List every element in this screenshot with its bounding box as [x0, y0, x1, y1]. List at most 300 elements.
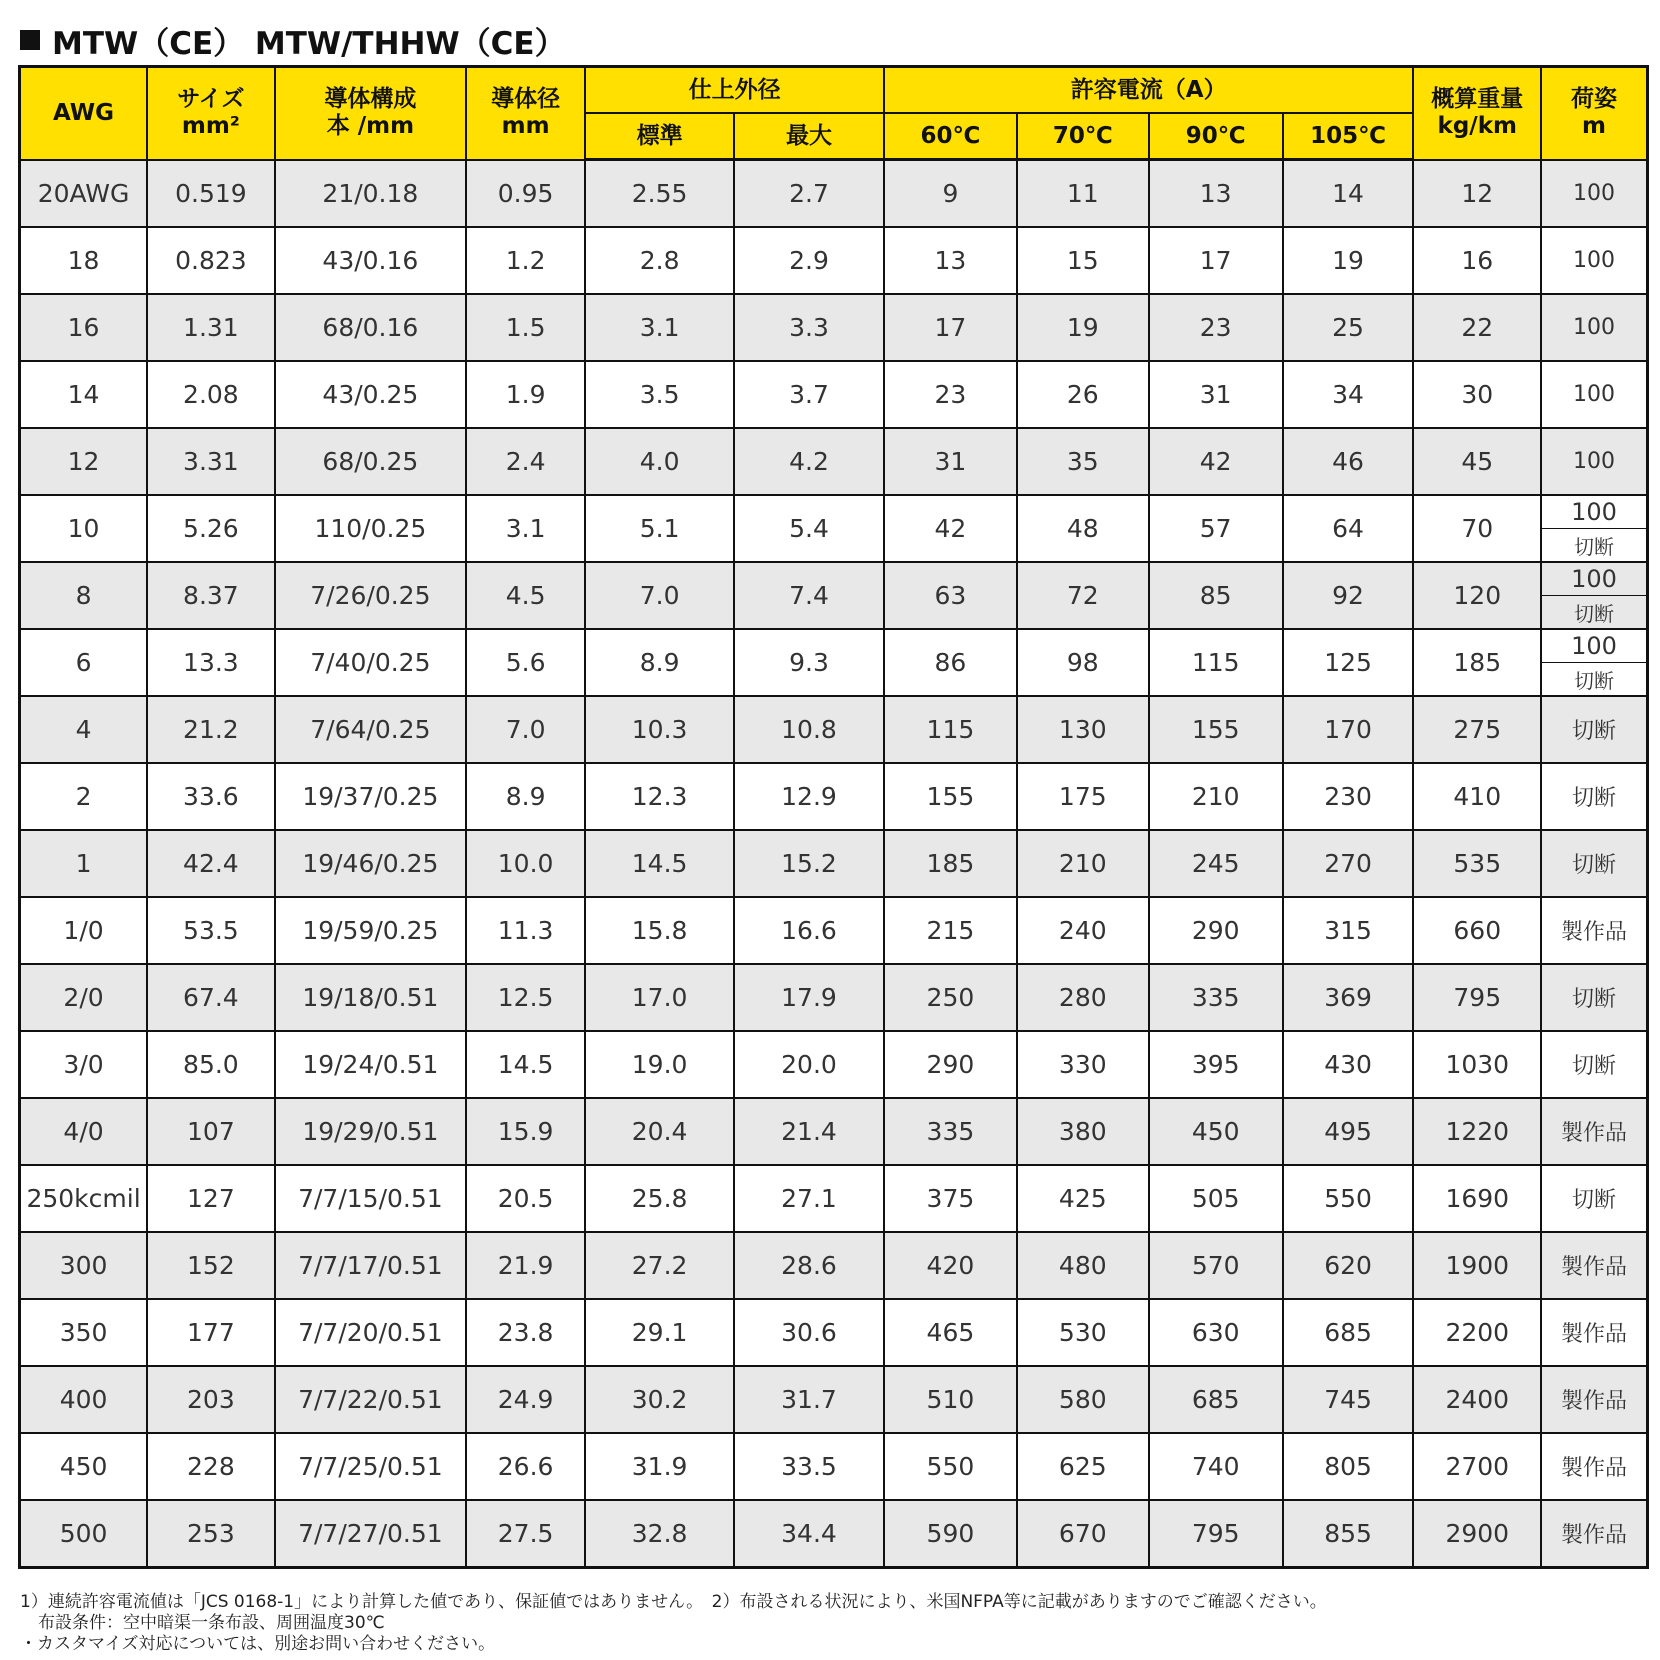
cell-dia: 1.2 — [466, 227, 585, 294]
cell-pack-length: 100 — [1542, 496, 1646, 529]
cell-std: 29.1 — [585, 1299, 734, 1366]
cell-pack: 製作品 — [1541, 1366, 1647, 1433]
cell-size: 2.08 — [147, 361, 275, 428]
cell-size: 3.31 — [147, 428, 275, 495]
cell-a60: 42 — [884, 495, 1017, 562]
cell-a90: 31 — [1149, 361, 1283, 428]
cell-wt: 2700 — [1413, 1433, 1541, 1500]
cell-cond: 7/7/22/0.51 — [275, 1366, 466, 1433]
cell-size: 177 — [147, 1299, 275, 1366]
cell-std: 27.2 — [585, 1232, 734, 1299]
header-conductor: 導体構成 本 /mm — [275, 67, 466, 160]
cell-pack: 製作品 — [1541, 897, 1647, 964]
cell-dia: 8.9 — [466, 763, 585, 830]
cell-awg: 6 — [20, 629, 148, 696]
cell-max: 4.2 — [734, 428, 884, 495]
cell-size: 203 — [147, 1366, 275, 1433]
cell-std: 4.0 — [585, 428, 734, 495]
cell-pack — [1541, 629, 1647, 696]
cell-a70: 15 — [1017, 227, 1149, 294]
cell-max: 20.0 — [734, 1031, 884, 1098]
cell-a90: 57 — [1149, 495, 1283, 562]
cell-dia: 23.8 — [466, 1299, 585, 1366]
cell-std: 5.1 — [585, 495, 734, 562]
cell-cond: 7/7/15/0.51 — [275, 1165, 466, 1232]
cell-max: 30.6 — [734, 1299, 884, 1366]
cell-a105: 315 — [1283, 897, 1414, 964]
cell-max: 7.4 — [734, 562, 884, 629]
header-temp-70: 70℃ — [1017, 113, 1149, 160]
cell-a105: 92 — [1283, 562, 1414, 629]
cell-awg: 1/0 — [20, 897, 148, 964]
cell-std: 32.8 — [585, 1500, 734, 1568]
cell-a70: 48 — [1017, 495, 1149, 562]
cell-a60: 13 — [884, 227, 1017, 294]
cell-awg: 2 — [20, 763, 148, 830]
cell-awg: 14 — [20, 361, 148, 428]
cell-cond: 19/37/0.25 — [275, 763, 466, 830]
cell-a90: 290 — [1149, 897, 1283, 964]
cell-wt: 2900 — [1413, 1500, 1541, 1568]
spec-table — [18, 65, 1649, 1569]
cell-pack: 製作品 — [1541, 1433, 1647, 1500]
cell-std: 7.0 — [585, 562, 734, 629]
cell-a70: 35 — [1017, 428, 1149, 495]
cell-awg: 3/0 — [20, 1031, 148, 1098]
header-temp-105: 105℃ — [1283, 113, 1414, 160]
cell-a70: 240 — [1017, 897, 1149, 964]
cell-a60: 290 — [884, 1031, 1017, 1098]
table-row — [20, 1232, 1648, 1299]
cell-size: 13.3 — [147, 629, 275, 696]
table-row — [20, 830, 1648, 897]
cell-size: 228 — [147, 1433, 275, 1500]
table-row — [20, 562, 1648, 629]
cell-std: 3.1 — [585, 294, 734, 361]
table-row — [20, 1433, 1648, 1500]
cell-a105: 125 — [1283, 629, 1414, 696]
table-row — [20, 1165, 1648, 1232]
cell-std: 20.4 — [585, 1098, 734, 1165]
table-row — [20, 696, 1648, 763]
footnote-line: 布設条件：空中暗渠一条布設、周囲温度30℃ — [38, 1613, 385, 1633]
cell-wt: 22 — [1413, 294, 1541, 361]
cell-a70: 670 — [1017, 1500, 1149, 1568]
cell-pack: 製作品 — [1541, 1299, 1647, 1366]
cell-size: 107 — [147, 1098, 275, 1165]
cell-cond: 19/59/0.25 — [275, 897, 466, 964]
cell-awg: 4/0 — [20, 1098, 148, 1165]
footnote-line: 1）連続許容電流値は「JCS 0168-1」により計算した値であり、保証値ではありません。 2）布設される状況により、米国NFPA等に記載がありますのでご確認ください。 — [20, 1592, 1327, 1612]
cell-std: 15.8 — [585, 897, 734, 964]
cell-pack-length: 100 — [1542, 630, 1646, 663]
cell-pack: 100 — [1541, 227, 1647, 294]
table-row — [20, 763, 1648, 830]
cell-dia: 7.0 — [466, 696, 585, 763]
cell-size: 67.4 — [147, 964, 275, 1031]
cell-std: 12.3 — [585, 763, 734, 830]
cell-a105: 685 — [1283, 1299, 1414, 1366]
cell-pack: 切断 — [1541, 964, 1647, 1031]
cell-cond: 19/46/0.25 — [275, 830, 466, 897]
cell-wt: 1220 — [1413, 1098, 1541, 1165]
cell-a90: 115 — [1149, 629, 1283, 696]
cell-a105: 14 — [1283, 160, 1414, 228]
cell-a90: 42 — [1149, 428, 1283, 495]
cell-std: 2.55 — [585, 160, 734, 228]
cell-a105: 170 — [1283, 696, 1414, 763]
cell-dia: 12.5 — [466, 964, 585, 1031]
cell-wt: 410 — [1413, 763, 1541, 830]
cell-pack: 製作品 — [1541, 1098, 1647, 1165]
cell-cond: 43/0.25 — [275, 361, 466, 428]
cell-a105: 25 — [1283, 294, 1414, 361]
table-row — [20, 629, 1648, 696]
cell-wt: 16 — [1413, 227, 1541, 294]
cell-a105: 745 — [1283, 1366, 1414, 1433]
cell-a105: 495 — [1283, 1098, 1414, 1165]
cell-a70: 480 — [1017, 1232, 1149, 1299]
cell-max: 17.9 — [734, 964, 884, 1031]
cell-a105: 855 — [1283, 1500, 1414, 1568]
cell-wt: 2200 — [1413, 1299, 1541, 1366]
cell-max: 5.4 — [734, 495, 884, 562]
cell-a105: 550 — [1283, 1165, 1414, 1232]
cell-a60: 465 — [884, 1299, 1017, 1366]
cell-wt: 1690 — [1413, 1165, 1541, 1232]
cell-a105: 34 — [1283, 361, 1414, 428]
table-row — [20, 897, 1648, 964]
cell-pack-cut: 切断 — [1574, 534, 1615, 559]
cell-a70: 280 — [1017, 964, 1149, 1031]
cell-wt: 795 — [1413, 964, 1541, 1031]
cell-wt: 45 — [1413, 428, 1541, 495]
cell-max: 3.7 — [734, 361, 884, 428]
cell-dia: 24.9 — [466, 1366, 585, 1433]
cell-wt: 1030 — [1413, 1031, 1541, 1098]
cell-a105: 46 — [1283, 428, 1414, 495]
header-outer-std: 標準 — [585, 113, 734, 160]
cell-pack: 100 — [1541, 160, 1647, 228]
cell-cond: 19/29/0.51 — [275, 1098, 466, 1165]
cell-size: 0.823 — [147, 227, 275, 294]
cell-size: 85.0 — [147, 1031, 275, 1098]
cell-a90: 395 — [1149, 1031, 1283, 1098]
cell-a90: 505 — [1149, 1165, 1283, 1232]
table-row — [20, 227, 1648, 294]
cell-a90: 13 — [1149, 160, 1283, 228]
table-row — [20, 361, 1648, 428]
cell-cond: 19/18/0.51 — [275, 964, 466, 1031]
cell-max: 9.3 — [734, 629, 884, 696]
cell-awg: 4 — [20, 696, 148, 763]
cell-cond: 43/0.16 — [275, 227, 466, 294]
cell-std: 3.5 — [585, 361, 734, 428]
table-row — [20, 428, 1648, 495]
cell-a105: 620 — [1283, 1232, 1414, 1299]
header-pack: 荷姿 m — [1541, 67, 1647, 160]
cell-pack: 切断 — [1541, 696, 1647, 763]
cell-a90: 795 — [1149, 1500, 1283, 1568]
cell-pack-cut: 切断 — [1574, 668, 1615, 693]
header-size: サイズ mm² — [147, 67, 275, 160]
cell-dia: 1.5 — [466, 294, 585, 361]
page-title-text: MTW（CE） MTW/THHW（CE） — [52, 25, 566, 62]
cell-cond: 7/7/17/0.51 — [275, 1232, 466, 1299]
cell-a60: 185 — [884, 830, 1017, 897]
cell-max: 3.3 — [734, 294, 884, 361]
cell-std: 31.9 — [585, 1433, 734, 1500]
cell-a105: 430 — [1283, 1031, 1414, 1098]
cell-a60: 63 — [884, 562, 1017, 629]
cell-a105: 270 — [1283, 830, 1414, 897]
header-temp-60: 60℃ — [884, 113, 1017, 160]
cell-a70: 425 — [1017, 1165, 1149, 1232]
cell-pack — [1541, 495, 1647, 562]
cell-cond: 7/26/0.25 — [275, 562, 466, 629]
cell-dia: 20.5 — [466, 1165, 585, 1232]
cell-std: 17.0 — [585, 964, 734, 1031]
cell-std: 2.8 — [585, 227, 734, 294]
cell-max: 31.7 — [734, 1366, 884, 1433]
cell-pack-cut: 切断 — [1574, 601, 1615, 626]
table-row — [20, 964, 1648, 1031]
cell-awg: 500 — [20, 1500, 148, 1568]
cell-a90: 210 — [1149, 763, 1283, 830]
header-current: 許容電流（A） — [884, 67, 1414, 114]
cell-max: 27.1 — [734, 1165, 884, 1232]
cell-std: 14.5 — [585, 830, 734, 897]
cell-pack — [1541, 562, 1647, 629]
cell-dia: 1.9 — [466, 361, 585, 428]
cell-size: 0.519 — [147, 160, 275, 228]
cell-a70: 380 — [1017, 1098, 1149, 1165]
cell-wt: 2400 — [1413, 1366, 1541, 1433]
table-row — [20, 160, 1648, 228]
cell-awg: 2/0 — [20, 964, 148, 1031]
cell-dia: 14.5 — [466, 1031, 585, 1098]
cell-dia: 11.3 — [466, 897, 585, 964]
cell-max: 16.6 — [734, 897, 884, 964]
cell-a60: 590 — [884, 1500, 1017, 1568]
table-header — [20, 67, 1648, 160]
cell-wt: 185 — [1413, 629, 1541, 696]
cell-pack: 切断 — [1541, 763, 1647, 830]
cell-size: 1.31 — [147, 294, 275, 361]
cell-a60: 420 — [884, 1232, 1017, 1299]
cell-cond: 21/0.18 — [275, 160, 466, 228]
cell-a90: 17 — [1149, 227, 1283, 294]
cell-dia: 26.6 — [466, 1433, 585, 1500]
cell-a60: 86 — [884, 629, 1017, 696]
cell-a60: 17 — [884, 294, 1017, 361]
cell-a70: 19 — [1017, 294, 1149, 361]
cell-max: 28.6 — [734, 1232, 884, 1299]
cell-cond: 7/7/25/0.51 — [275, 1433, 466, 1500]
cell-awg: 250kcmil — [20, 1165, 148, 1232]
table-row — [20, 495, 1648, 562]
cell-a105: 19 — [1283, 227, 1414, 294]
cell-pack: 切断 — [1541, 830, 1647, 897]
header-outer-diameter: 仕上外径 — [585, 67, 884, 114]
cell-max: 34.4 — [734, 1500, 884, 1568]
cell-dia: 27.5 — [466, 1500, 585, 1568]
cell-std: 19.0 — [585, 1031, 734, 1098]
cell-size: 42.4 — [147, 830, 275, 897]
header-awg: AWG — [20, 67, 148, 160]
cell-pack: 製作品 — [1541, 1232, 1647, 1299]
cell-a70: 72 — [1017, 562, 1149, 629]
table-row — [20, 1500, 1648, 1568]
cell-a60: 550 — [884, 1433, 1017, 1500]
cell-cond: 7/64/0.25 — [275, 696, 466, 763]
cell-wt: 535 — [1413, 830, 1541, 897]
cell-a105: 369 — [1283, 964, 1414, 1031]
cell-a70: 210 — [1017, 830, 1149, 897]
cell-a90: 335 — [1149, 964, 1283, 1031]
cell-dia: 4.5 — [466, 562, 585, 629]
cell-max: 21.4 — [734, 1098, 884, 1165]
cell-size: 21.2 — [147, 696, 275, 763]
cell-dia: 15.9 — [466, 1098, 585, 1165]
cell-wt: 275 — [1413, 696, 1541, 763]
cell-max: 33.5 — [734, 1433, 884, 1500]
cell-a60: 155 — [884, 763, 1017, 830]
cell-awg: 350 — [20, 1299, 148, 1366]
table-row — [20, 1366, 1648, 1433]
cell-size: 253 — [147, 1500, 275, 1568]
cell-awg: 300 — [20, 1232, 148, 1299]
cell-awg: 8 — [20, 562, 148, 629]
cell-dia: 2.4 — [466, 428, 585, 495]
table-row — [20, 294, 1648, 361]
cell-a70: 26 — [1017, 361, 1149, 428]
cell-a70: 580 — [1017, 1366, 1149, 1433]
cell-dia: 21.9 — [466, 1232, 585, 1299]
cell-a105: 64 — [1283, 495, 1414, 562]
cell-cond: 7/7/27/0.51 — [275, 1500, 466, 1568]
cell-wt: 120 — [1413, 562, 1541, 629]
cell-pack-length: 100 — [1542, 563, 1646, 596]
cell-awg: 12 — [20, 428, 148, 495]
cell-dia: 3.1 — [466, 495, 585, 562]
cell-dia: 0.95 — [466, 160, 585, 228]
cell-cond: 7/40/0.25 — [275, 629, 466, 696]
header-weight: 概算重量 kg/km — [1413, 67, 1541, 160]
cell-size: 53.5 — [147, 897, 275, 964]
cell-a70: 530 — [1017, 1299, 1149, 1366]
cell-a60: 375 — [884, 1165, 1017, 1232]
cell-a60: 31 — [884, 428, 1017, 495]
cell-a90: 630 — [1149, 1299, 1283, 1366]
cell-std: 8.9 — [585, 629, 734, 696]
cell-a70: 11 — [1017, 160, 1149, 228]
cell-max: 15.2 — [734, 830, 884, 897]
cell-a105: 805 — [1283, 1433, 1414, 1500]
cell-a90: 245 — [1149, 830, 1283, 897]
cell-pack: 製作品 — [1541, 1500, 1647, 1568]
cell-a90: 155 — [1149, 696, 1283, 763]
cell-wt: 1900 — [1413, 1232, 1541, 1299]
cell-std: 10.3 — [585, 696, 734, 763]
cell-cond: 19/24/0.51 — [275, 1031, 466, 1098]
cell-max: 12.9 — [734, 763, 884, 830]
cell-dia: 5.6 — [466, 629, 585, 696]
cell-a90: 570 — [1149, 1232, 1283, 1299]
cell-awg: 20AWG — [20, 160, 148, 228]
cell-max: 10.8 — [734, 696, 884, 763]
cell-a60: 23 — [884, 361, 1017, 428]
cell-size: 33.6 — [147, 763, 275, 830]
cell-size: 152 — [147, 1232, 275, 1299]
cell-awg: 1 — [20, 830, 148, 897]
cell-cond: 68/0.25 — [275, 428, 466, 495]
cell-a70: 625 — [1017, 1433, 1149, 1500]
cell-a60: 250 — [884, 964, 1017, 1031]
cell-awg: 400 — [20, 1366, 148, 1433]
cell-a70: 130 — [1017, 696, 1149, 763]
cell-dia: 10.0 — [466, 830, 585, 897]
cell-a70: 330 — [1017, 1031, 1149, 1098]
cell-pack: 切断 — [1541, 1165, 1647, 1232]
footnotes — [20, 1592, 1640, 1655]
cell-wt: 12 — [1413, 160, 1541, 228]
header-diameter: 導体径 mm — [466, 67, 585, 160]
cell-size: 127 — [147, 1165, 275, 1232]
cell-a60: 115 — [884, 696, 1017, 763]
cell-awg: 18 — [20, 227, 148, 294]
cell-awg: 10 — [20, 495, 148, 562]
cell-awg: 16 — [20, 294, 148, 361]
cell-pack: 100 — [1541, 428, 1647, 495]
page-title — [20, 18, 566, 62]
table-body — [20, 160, 1648, 1568]
cell-std: 30.2 — [585, 1366, 734, 1433]
cell-wt: 660 — [1413, 897, 1541, 964]
cell-max: 2.7 — [734, 160, 884, 228]
cell-size: 8.37 — [147, 562, 275, 629]
cell-pack: 100 — [1541, 294, 1647, 361]
square-bullet-icon — [20, 30, 40, 50]
table-row — [20, 1031, 1648, 1098]
cell-a60: 510 — [884, 1366, 1017, 1433]
cell-a90: 23 — [1149, 294, 1283, 361]
cell-a90: 740 — [1149, 1433, 1283, 1500]
cell-a70: 175 — [1017, 763, 1149, 830]
footnote-line: ・カスタマイズ対応については、別途お問い合わせください。 — [20, 1634, 496, 1654]
table-row — [20, 1299, 1648, 1366]
cell-a60: 9 — [884, 160, 1017, 228]
cell-a60: 335 — [884, 1098, 1017, 1165]
cell-a90: 685 — [1149, 1366, 1283, 1433]
cell-max: 2.9 — [734, 227, 884, 294]
cell-a60: 215 — [884, 897, 1017, 964]
header-outer-max: 最大 — [734, 113, 884, 160]
cell-a70: 98 — [1017, 629, 1149, 696]
cell-cond: 110/0.25 — [275, 495, 466, 562]
cell-pack: 100 — [1541, 361, 1647, 428]
header-temp-90: 90℃ — [1149, 113, 1283, 160]
cell-wt: 30 — [1413, 361, 1541, 428]
cell-pack: 切断 — [1541, 1031, 1647, 1098]
cell-std: 25.8 — [585, 1165, 734, 1232]
cell-awg: 450 — [20, 1433, 148, 1500]
cell-wt: 70 — [1413, 495, 1541, 562]
cell-cond: 7/7/20/0.51 — [275, 1299, 466, 1366]
cell-a90: 85 — [1149, 562, 1283, 629]
cell-a105: 230 — [1283, 763, 1414, 830]
cell-size: 5.26 — [147, 495, 275, 562]
